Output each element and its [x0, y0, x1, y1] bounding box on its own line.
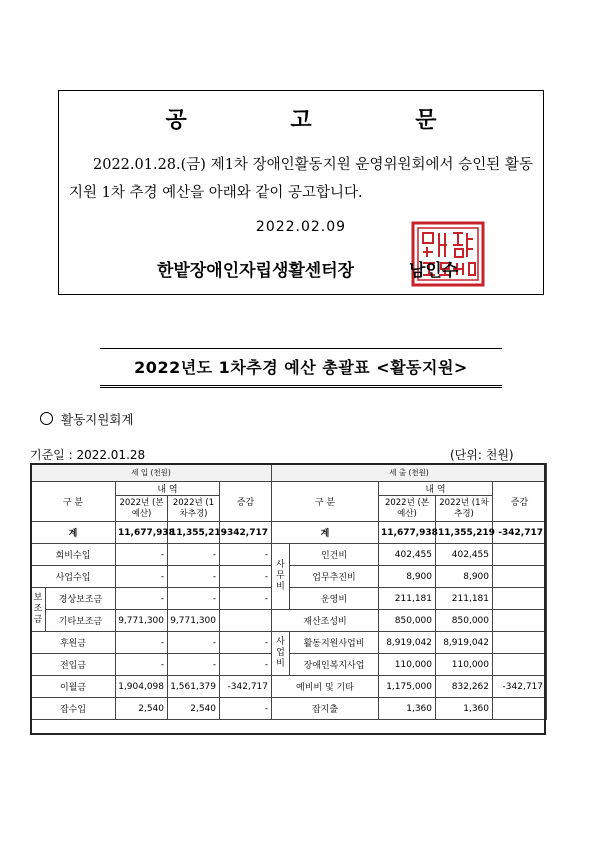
revenue-revised: 9,771,300: [168, 610, 220, 632]
notice-box: [58, 90, 544, 295]
expense-original: 211,181: [379, 588, 436, 610]
revenue-original: -: [116, 632, 168, 654]
revenue-original: -: [116, 654, 168, 676]
expense-original: 1,175,000: [379, 676, 436, 698]
budget-summary-heading: 2022년도 1차추경 예산 총괄표 <활동지원>: [100, 348, 502, 388]
expense-change: [493, 632, 547, 654]
revenue-revised: 2,540: [168, 698, 220, 720]
revenue-revised: -: [168, 632, 220, 654]
expense-revised: 110,000: [436, 654, 493, 676]
expense-change: -342,717: [493, 522, 547, 544]
revenue-original: 9,771,300: [116, 610, 168, 632]
expense-revised-header: 2022년 (1차추경): [436, 496, 493, 522]
expense-label: 예비비 및 기타: [272, 676, 379, 698]
expense-label: 계: [272, 522, 379, 544]
table-row: [31, 544, 547, 566]
revenue-revised: 11,355,219: [168, 522, 220, 544]
expense-category-header: 구 분: [272, 482, 379, 522]
revenue-original: 2,540: [116, 698, 168, 720]
unit-label: (단위: 천원): [450, 448, 514, 462]
expense-label: 장애인복지사업: [290, 654, 379, 676]
section-label: [40, 410, 133, 428]
expense-revised: 850,000: [436, 610, 493, 632]
revenue-category-header: 구 분: [31, 482, 116, 522]
table-row: [31, 522, 547, 544]
revenue-label: 회비수입: [31, 544, 116, 566]
revenue-revised: -: [168, 588, 220, 610]
expense-change: [493, 566, 547, 588]
expense-change: [493, 654, 547, 676]
revenue-group-text: 보조금: [33, 593, 43, 625]
revenue-change: -: [220, 588, 272, 610]
budget-table: [30, 463, 547, 720]
table-row: [31, 698, 547, 720]
table-row: [31, 676, 547, 698]
revenue-revised: 1,561,379: [168, 676, 220, 698]
revenue-original: -: [116, 588, 168, 610]
expense-group-text: 사무비: [276, 560, 285, 592]
base-date: 기준일 : 2022.01.28: [30, 448, 146, 462]
revenue-revised: -: [168, 566, 220, 588]
expense-change: [493, 610, 547, 632]
notice-title: 공 고 문: [165, 108, 485, 133]
expense-label: 활동지원사업비: [290, 632, 379, 654]
section-label-text: 활동지원회계: [61, 412, 134, 427]
notice-body: 2022.01.28.(금) 제1차 장애인활동지원 운영위원회에서 승인된 활동지원 1차 추경 예산을 아래와 같이 공고합니다.: [69, 157, 533, 201]
revenue-change: -342,717: [220, 676, 272, 698]
expense-revised: 1,360: [436, 698, 493, 720]
expense-original: 850,000: [379, 610, 436, 632]
revenue-original-header: 2022년 (본예산): [116, 496, 168, 522]
revenue-label: 전입금: [31, 654, 116, 676]
revenue-change: -: [220, 654, 272, 676]
revenue-revised: -: [168, 544, 220, 566]
table-row: [31, 632, 547, 654]
revenue-original: -: [116, 544, 168, 566]
revenue-label: 사업수입: [31, 566, 116, 588]
revenue-label: 후원금: [31, 632, 116, 654]
expense-change-header: 증감: [493, 482, 547, 522]
revenue-group-label: [31, 588, 46, 632]
organization-name: 한밭장애인자립생활센터장: [157, 261, 355, 281]
expense-revised: 8,900: [436, 566, 493, 588]
expense-original: 8,919,042: [379, 632, 436, 654]
expense-label: 재산조성비: [272, 610, 379, 632]
expense-change: [493, 544, 547, 566]
expense-detail-header: 내 역: [379, 482, 493, 496]
expense-original: 11,677,938: [379, 522, 436, 544]
revenue-change: [220, 610, 272, 632]
revenue-revised-header: 2022년 (1차추경): [168, 496, 220, 522]
revenue-label: 경상보조금: [46, 588, 116, 610]
revenue-change: -: [220, 698, 272, 720]
revenue-label: 잡수입: [31, 698, 116, 720]
revenue-original: 1,904,098: [116, 676, 168, 698]
expense-revised: 402,455: [436, 544, 493, 566]
expense-label: 업무추진비: [290, 566, 379, 588]
expense-original: 1,360: [379, 698, 436, 720]
expense-label: 인건비: [290, 544, 379, 566]
revenue-original: 11,677,938: [116, 522, 168, 544]
expense-group-text: 사업비: [276, 637, 285, 669]
expense-header: 세 출 (천원): [272, 464, 547, 482]
revenue-label: 계: [31, 522, 116, 544]
expense-original: 8,900: [379, 566, 436, 588]
signer-name: 남인수: [409, 261, 459, 281]
expense-group-label: [272, 544, 290, 610]
expense-original: 110,000: [379, 654, 436, 676]
expense-label: 잡지출: [272, 698, 379, 720]
expense-change: -342,717: [493, 676, 547, 698]
expense-original-header: 2022년 (본예산): [379, 496, 436, 522]
revenue-header: 세 입 (천원): [31, 464, 272, 482]
circle-bullet-icon: [40, 412, 53, 425]
revenue-label: 기타보조금: [46, 610, 116, 632]
revenue-revised: -: [168, 654, 220, 676]
table-row: [31, 610, 547, 632]
expense-original: 402,455: [379, 544, 436, 566]
expense-revised: 11,355,219: [436, 522, 493, 544]
expense-change: [493, 588, 547, 610]
notice-date: 2022.02.09: [255, 219, 347, 235]
revenue-original: -: [116, 566, 168, 588]
revenue-label: 이월금: [31, 676, 116, 698]
revenue-change: -: [220, 544, 272, 566]
expense-label: 운영비: [290, 588, 379, 610]
revenue-change: -342,717: [220, 522, 272, 544]
expense-revised: 211,181: [436, 588, 493, 610]
revenue-change-header: 증감: [220, 482, 272, 522]
expense-change: [493, 698, 547, 720]
revenue-detail-header: 내 역: [116, 482, 220, 496]
expense-revised: 8,919,042: [436, 632, 493, 654]
revenue-change: -: [220, 566, 272, 588]
expense-revised: 832,262: [436, 676, 493, 698]
expense-group-label: [272, 632, 290, 676]
revenue-change: -: [220, 632, 272, 654]
